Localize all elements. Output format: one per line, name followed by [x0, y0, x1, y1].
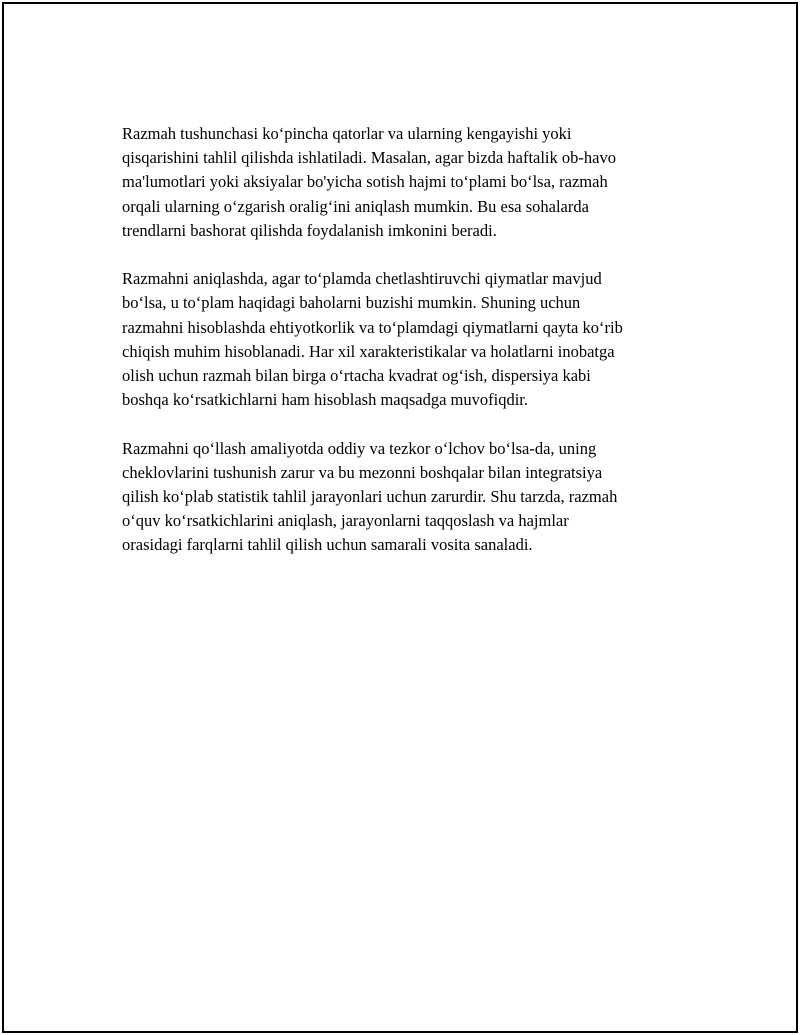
page-frame: [2, 2, 798, 1033]
document-body: [122, 122, 682, 582]
text-line: olish uchun razmah bilan birga o‘rtacha kvadrat og‘ish, dispersiya kabi: [122, 366, 591, 386]
text-line: chiqish muhim hisoblanadi. Har xil xarakteristikalar va holatlarni inobatga: [122, 341, 615, 361]
text-line: Razmahni qo‘llash amaliyotda oddiy va tezkor o‘lchov bo‘lsa-da, uning: [122, 438, 597, 458]
text-line: qisqarishini tahlil qilishda ishlatiladi. Masalan, agar bizda haftalik ob-havo: [122, 148, 616, 168]
text-line: o‘quv ko‘rsatkichlarini aniqlash, jarayonlarni taqqoslash va hajmlar: [122, 511, 569, 531]
text-line: boshqa ko‘rsatkichlarni ham hisoblash maqsadga muvofiqdir.: [122, 390, 529, 410]
text-line: trendlarni bashorat qilishda foydalanish imkonini beradi.: [122, 220, 497, 240]
paragraph-2: [122, 267, 682, 412]
text-line: Razmahni aniqlashda, agar to‘plamda chetlashtiruvchi qiymatlar mavjud: [122, 269, 602, 289]
text-line: cheklovlarini tushunish zarur va bu mezonni boshqalar bilan integratsiya: [122, 462, 603, 482]
text-line: orqali ularning o‘zgarish oralig‘ini aniqlash mumkin. Bu esa sohalarda: [122, 196, 589, 216]
text-line: Razmah tushunchasi ko‘pincha qatorlar va ularning kengayishi yoki: [122, 124, 572, 143]
text-line: razmahni hisoblashda ehtiyotkorlik va to‘plamdagi qiymatlarni qayta ko‘rib: [122, 317, 623, 337]
text-line: ma'lumotlari yoki aksiyalar bo'yicha sotish hajmi to‘plami bo‘lsa, razmah: [122, 172, 608, 192]
text-line: bo‘lsa, u to‘plam haqidagi baholarni buzishi mumkin. Shuning uchun: [122, 293, 581, 313]
paragraph-3: [122, 437, 682, 558]
text-line: qilish ko‘plab statistik tahlil jarayonlari uchun zarurdir. Shu tarzda, razmah: [122, 487, 618, 507]
paragraph-1: [122, 122, 682, 243]
text-line: orasidagi farqlarni tahlil qilish uchun samarali vosita sanaladi.: [122, 535, 533, 555]
